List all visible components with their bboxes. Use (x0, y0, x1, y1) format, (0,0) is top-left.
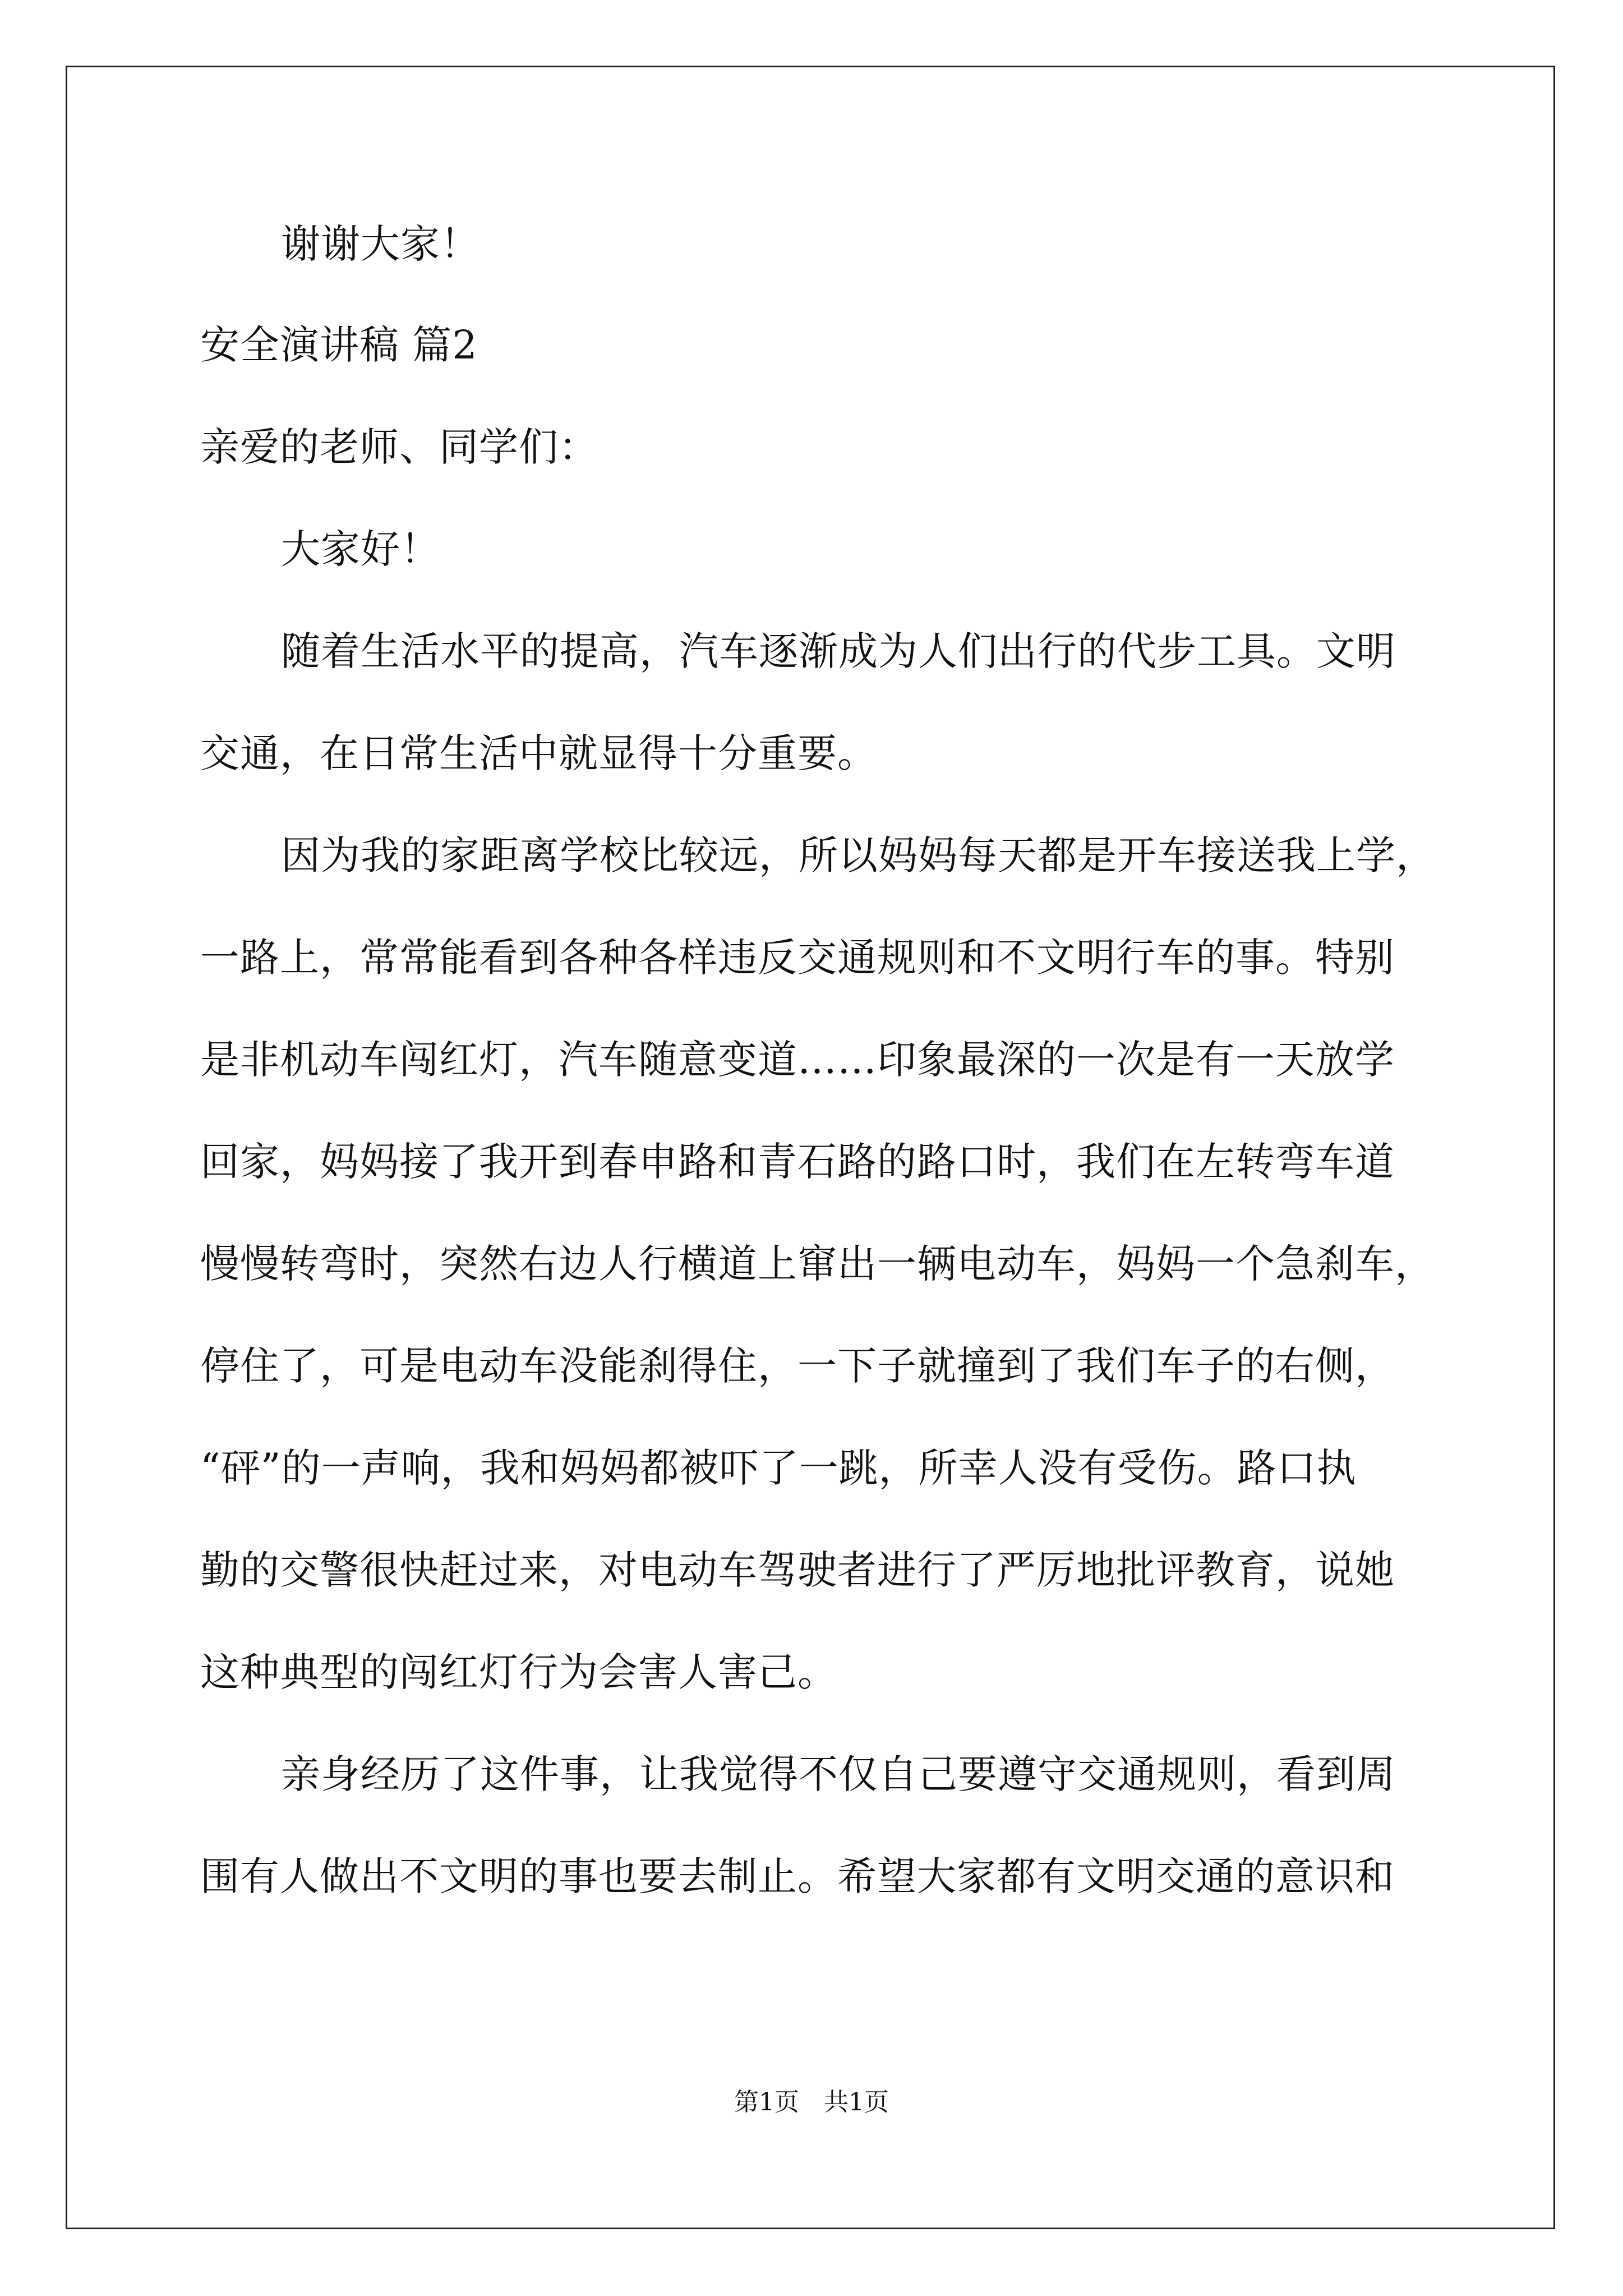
paragraph-line: 因为我的家距离学校比较远，所以妈妈每天都是开车接送我上学， (281, 832, 1436, 878)
paragraph-line: 勤的交警很快赶过来，对电动车驾驶者进行了严厉地批评教育，说她 (200, 1547, 1395, 1593)
paragraph-line: 是非机动车闯红灯，汽车随意变道……印象最深的一次是有一天放学 (200, 1037, 1395, 1083)
paragraph-line: 停住了，可是电动车没能刹得住，一下子就撞到了我们车子的右侧， (200, 1343, 1395, 1389)
paragraph-line: 慢慢转弯时，突然右边人行横道上窜出一辆电动车，妈妈一个急刹车， (200, 1241, 1435, 1287)
paragraph-line: 回家，妈妈接了我开到春申路和青石路的路口时，我们在左转弯车道 (200, 1139, 1395, 1185)
paragraph-line: 这种典型的闯红灯行为会害人害己。 (200, 1649, 837, 1695)
paragraph-line: 围有人做出不文明的事也要去制止。希望大家都有文明交通的意识和 (200, 1853, 1395, 1899)
paragraph-line: 随着生活水平的提高，汽车逐渐成为人们出行的代步工具。文明 (281, 628, 1396, 674)
salutation: 亲爱的老师、同学们： (200, 424, 598, 470)
paragraph-line: “砰”的一声响，我和妈妈都被吓了一跳，所幸人没有受伤。路口执 (200, 1445, 1357, 1491)
paragraph-line: 交通，在日常生活中就显得十分重要。 (200, 730, 877, 776)
paragraph-line: 一路上，常常能看到各种各样违反交通规则和不文明行车的事。特别 (200, 935, 1395, 981)
closing-thanks: 谢谢大家！ (281, 221, 480, 267)
page-number-footer: 第1页 共1页 (734, 2088, 889, 2116)
paragraph-line: 亲身经历了这件事，让我觉得不仅自己要遵守交通规则，看到周 (281, 1751, 1396, 1797)
greeting: 大家好！ (281, 526, 440, 572)
section-heading: 安全演讲稿 篇2 (200, 322, 478, 368)
